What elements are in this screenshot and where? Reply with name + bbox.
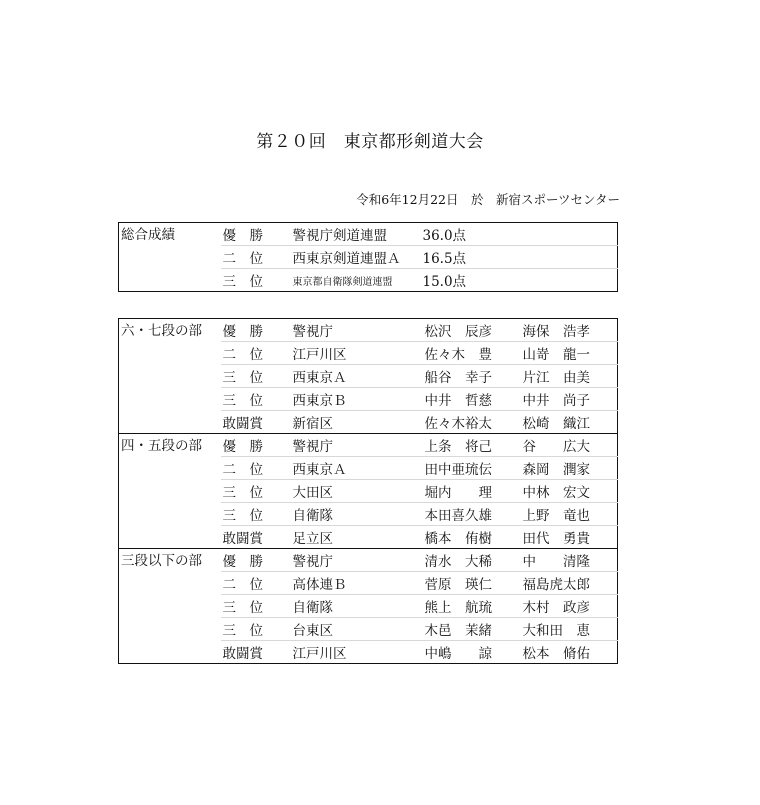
rank-cell: 三 位 [221,365,291,388]
score-cell: 16.5点 [421,246,618,269]
rank-cell: 優 勝 [221,434,291,457]
player-cell: 堀内 理 [423,480,521,503]
player-cell: 松崎 織江 [522,416,590,432]
team-cell: 足立区 [292,531,333,547]
rank-cell: 敢闘賞 [222,531,263,547]
rank-cell: 敢闘賞 [222,416,263,432]
team-cell: 江戸川区 [291,342,423,365]
rank-cell: 敢闘賞 [222,646,263,662]
rank-cell: 三 位 [221,595,291,618]
team-cell: 警視庁 [291,434,423,457]
player-cell: 本田喜久雄 [423,503,521,526]
player-cell: 海保 浩孝 [521,319,618,342]
team-cell: 西東京Ｂ [291,388,423,411]
team-cell: 自衛隊 [291,503,423,526]
rank-cell: 優 勝 [221,319,291,342]
player-cell: 片江 由美 [521,365,618,388]
rank-cell: 二 位 [221,342,291,365]
player-cell: 上野 竜也 [521,503,618,526]
player-cell: 船谷 幸子 [423,365,521,388]
player-cell: 佐々木 豊 [423,342,521,365]
player-cell: 熊上 航琉 [423,595,521,618]
player-cell: 松本 脩佑 [522,646,590,662]
summary-row [119,223,618,246]
summary-table [118,222,618,292]
player-cell: 木邑 茉緒 [423,618,521,641]
rank-cell: 優 勝 [221,223,291,246]
player-cell: 清水 大稀 [423,549,521,572]
rank-cell: 二 位 [221,457,291,480]
team-cell: 西東京Ａ [291,365,423,388]
player-cell: 上条 将己 [423,434,521,457]
team-cell: 警視庁剣道連盟 [291,223,421,246]
page-title: 第２０回 東京都形剣道大会 [256,132,484,152]
date-venue-line: 令和6年12月22日 於 新宿スポーツセンター [356,192,620,207]
player-cell: 菅原 瑛仁 [423,572,521,595]
score-cell: 15.0点 [422,274,467,290]
team-cell: 江戸川区 [292,646,347,662]
team-cell: 台東区 [291,618,423,641]
rank-cell: 優 勝 [221,549,291,572]
group-category: 三段以下の部 [119,549,221,664]
player-cell: 橋本 侑樹 [424,531,492,547]
team-cell: 西東京Ａ [291,457,423,480]
player-cell: 中林 宏文 [521,480,618,503]
rank-cell: 二 位 [221,572,291,595]
group-category: 六・七段の部 [121,323,202,339]
rank-cell: 三 位 [221,503,291,526]
results-table [118,318,618,664]
result-row [119,434,618,457]
player-cell: 中井 哲慈 [423,388,521,411]
team-cell: 西東京剣道連盟Ａ [291,246,421,269]
team-cell: 警視庁 [291,319,423,342]
group-category: 四・五段の部 [119,434,221,549]
player-cell: 田代 勇貴 [522,531,590,547]
team-cell: 警視庁 [291,549,423,572]
player-cell: 谷 広大 [521,434,618,457]
team-cell: 高体連Ｂ [291,572,423,595]
team-cell: 新宿区 [292,416,333,432]
rank-cell: 三 位 [221,480,291,503]
rank-cell: 三 位 [222,274,263,290]
rank-cell: 三 位 [221,618,291,641]
player-cell: 田中亜琉伝 [423,457,521,480]
result-row [119,319,618,342]
player-cell: 森岡 潤家 [521,457,618,480]
player-cell: 福島虎太郎 [521,572,618,595]
player-cell: 中井 尚子 [521,388,618,411]
rank-cell: 三 位 [221,388,291,411]
team-cell: 大田区 [291,480,423,503]
player-cell: 中嶋 諒 [424,646,492,662]
score-cell: 36.0点 [421,223,618,246]
player-cell: 佐々木裕太 [424,416,492,432]
player-cell: 松沢 辰彦 [423,319,521,342]
player-cell: 大和田 恵 [521,618,618,641]
result-row [119,549,618,572]
summary-category: 総合成績 [121,227,175,243]
player-cell: 木村 政彦 [521,595,618,618]
team-cell: 東京都自衛隊剣道連盟 [292,276,393,288]
player-cell: 中 清隆 [521,549,618,572]
player-cell: 山嵜 龍一 [521,342,618,365]
team-cell: 自衛隊 [291,595,423,618]
rank-cell: 二 位 [221,246,291,269]
